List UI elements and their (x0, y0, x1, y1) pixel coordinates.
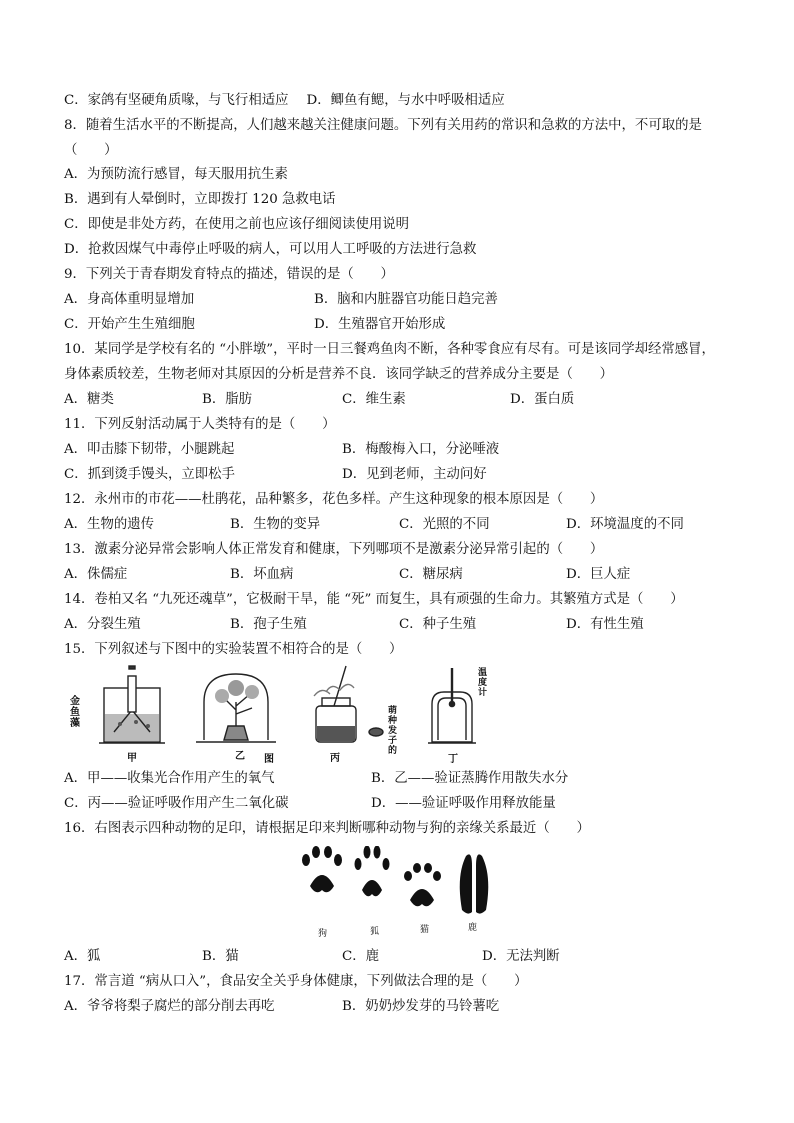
q13-options (64, 566, 631, 584)
q16-options (64, 948, 560, 966)
q12-option-c: C．光照的不同 (399, 517, 490, 532)
q7-options (64, 92, 505, 110)
q17-stem: 17．常言道 “病从口入”，食品安全关乎身体健康，下列做法合理的是（ ） (64, 974, 528, 989)
label-ding: 丁 (448, 754, 458, 765)
q9-option-b: B．脑和内脏器官功能日趋完善 (314, 292, 498, 307)
q8-option-c: C．即使是非处方药，在使用之前也应该仔细阅读使用说明 (64, 217, 410, 232)
q11-option-c: C．抓到烫手馒头，立即松手 (64, 467, 235, 482)
q13-option-d: D．巨人症 (566, 567, 631, 582)
apparatus-jia (99, 666, 165, 743)
q13-stem: 13．激素分泌异常会影响人体正常发育和健康，下列哪项不是激素分泌异常引起的（ ） (64, 542, 604, 557)
label-thermometer: 温度计 (478, 668, 488, 698)
footprint-cat (404, 863, 441, 906)
q9-option-c: C．开始产生生殖细胞 (64, 317, 195, 332)
q16-option-a: A．狐 (64, 949, 101, 964)
label-deer: 鹿 (468, 923, 478, 933)
q12-option-a: A．生物的遗传 (64, 517, 155, 532)
q7-option-d: D．鲫鱼有鳃，与水中呼吸相适应 (306, 93, 505, 108)
q9-stem: 9．下列关于青春期发育特点的描述，错误的是（ ） (64, 267, 394, 282)
q14-option-b: B．孢子生殖 (230, 617, 307, 632)
q17-option-b: B．奶奶炒发芽的马铃薯吃 (342, 999, 500, 1014)
q8-option-b: B．遇到有人晕倒时，立即拨打 120 急救电话 (64, 192, 336, 207)
q9-option-d: D．生殖器官开始形成 (314, 317, 446, 332)
q12-stem: 12．永州市的市花——杜鹃花，品种繁多，花色多样。产生这种现象的根本原因是（ ） (64, 492, 604, 507)
q13-option-a: A．侏儒症 (64, 567, 128, 582)
q12-option-d: D．环境温度的不同 (566, 517, 684, 532)
label-bing: 丙 (330, 753, 340, 764)
q14-option-c: C．种子生殖 (399, 617, 477, 632)
q7-option-c: C．家鸽有坚硬角质喙，与飞行相适应 (64, 93, 289, 108)
q17-row1 (64, 998, 500, 1016)
label-jia: 甲 (127, 753, 137, 764)
q8-paren: （ ） (64, 143, 118, 158)
q11-option-d: D．见到老师，主动问好 (342, 467, 487, 482)
q17-option-a: A．爷爷将梨子腐烂的部分削去再吃 (64, 999, 275, 1014)
apparatus-yi (196, 674, 276, 742)
q8-option-d: D．抢救因煤气中毒停止呼吸的病人，可以用人工呼吸的方法进行急救 (64, 242, 477, 257)
q16-figure (296, 846, 506, 940)
label-cat: 猫 (420, 925, 430, 935)
label-fox: 狐 (370, 927, 380, 937)
footprint-deer (460, 854, 489, 913)
q10-option-d: D．蛋白质 (510, 392, 575, 407)
q16-stem: 16．右图表示四种动物的足印，请根据足印来判断哪种动物与狗的亲缘关系最近（ ） (64, 821, 590, 836)
q12-options (64, 516, 684, 534)
label-yi: 乙 (235, 751, 245, 762)
q16-option-c: C．鹿 (342, 949, 380, 964)
q10-options (64, 391, 575, 409)
q15-figure (64, 662, 504, 765)
q15-option-b: B．乙——验证蒸腾作用散失水分 (371, 771, 569, 786)
q10-option-a: A．糖类 (64, 392, 114, 407)
q8-stem: 8．随着生活水平的不断提高，人们越来越关注健康问题。下列有关用药的常识和急救的方法中，不可取的是 (64, 118, 702, 133)
q11-option-a: A．叩击膝下韧带，小腿跳起 (64, 442, 235, 457)
q16-option-b: B．猫 (202, 949, 239, 964)
q10-stem-line2: 身体素质较差，生物老师对其原因的分析是营养不良．该同学缺乏的营养成分主要是（ ） (64, 367, 614, 382)
q15-option-c: C．丙——验证呼吸作用产生二氧化碳 (64, 796, 289, 811)
q15-stem: 15．下列叙述与下图中的实验装置不相符合的是（ ） (64, 642, 403, 657)
q13-option-c: C．糖尿病 (399, 567, 463, 582)
q14-option-a: A．分裂生殖 (64, 617, 141, 632)
q11-row2 (64, 466, 487, 484)
q11-stem: 11．下列反射活动属于人类特有的是（ ） (64, 417, 336, 432)
q10-stem-line1: 10．某同学是学校有名的 “小胖墩”，平时一日三餐鸡鱼肉不断，各种零食应有尽有。可是该同学却经常感冒， (64, 342, 715, 357)
q10-option-b: B．脂肪 (202, 392, 253, 407)
apparatus-ding (428, 668, 476, 743)
q15-option-a: A．甲——收集光合作用产生的氧气 (64, 771, 275, 786)
q11-row1 (64, 441, 500, 459)
label-goldfish-weed: 金鱼藻 (70, 696, 80, 729)
q10-option-c: C．维生素 (342, 392, 406, 407)
q9-option-a: A．身高体重明显增加 (64, 292, 195, 307)
label-dog: 狗 (318, 929, 328, 939)
footprint-dog (302, 846, 342, 892)
q15-apparatus-drawing (64, 662, 504, 762)
q14-stem: 14．卷柏又名 “九死还魂草”，它极耐干旱，能 “死” 而复生，具有顽强的生命力。其繁殖方式是（ ） (64, 592, 684, 607)
q9-row2 (64, 316, 446, 334)
label-germinating-seeds: 萌种发子的 (388, 706, 398, 756)
q14-option-d: D．有性生殖 (566, 617, 644, 632)
footprint-fox (355, 846, 390, 896)
label-tu: 图 (264, 754, 274, 765)
q11-option-b: B．梅酸梅入口，分泌唾液 (342, 442, 500, 457)
q15-row2 (64, 795, 556, 813)
q15-option-d: D．——验证呼吸作用释放能量 (371, 796, 556, 811)
q13-option-b: B．坏血病 (230, 567, 294, 582)
q9-row1 (64, 291, 498, 309)
q15-row1 (64, 770, 569, 788)
q16-option-d: D．无法判断 (482, 949, 560, 964)
q12-option-b: B．生物的变异 (230, 517, 321, 532)
q14-options (64, 616, 644, 634)
apparatus-bing (314, 666, 383, 742)
q8-option-a: A．为预防流行感冒，每天服用抗生素 (64, 167, 288, 182)
